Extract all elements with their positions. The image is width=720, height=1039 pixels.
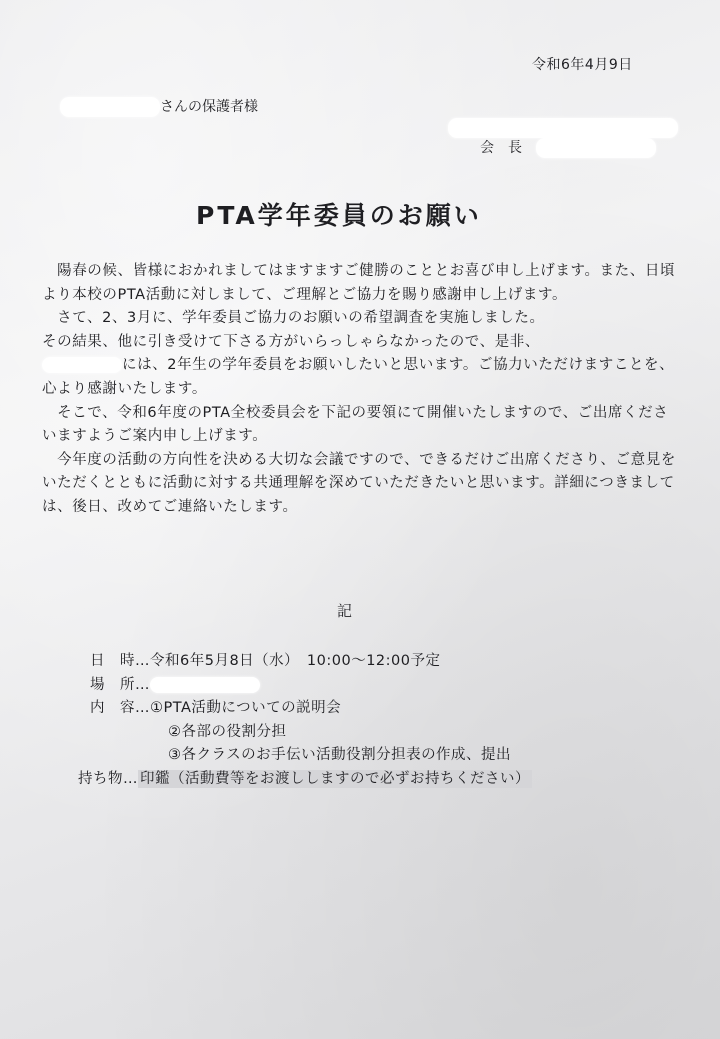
sender-president (480, 137, 656, 158)
detail-content-3 (90, 744, 532, 768)
detail-content (90, 697, 532, 721)
content-item-3: ③各クラスのお手伝い活動役割分担表の作成、提出 (168, 747, 512, 764)
detail-datetime (90, 650, 532, 674)
redacted-organization (448, 118, 678, 138)
document-body (42, 260, 682, 520)
body-paragraph-meeting: そこで、令和6年度のPTA全校委員会を下記の要領にて開催いたしますので、ご出席くださいますようご案内申し上げます。 (42, 404, 669, 445)
body-paragraph-greeting: 陽春の候、皆様におかれましてはますますご健勝のこととお喜び申し上げます。また、日頃より本校のPTA活動に対しまして、ご理解とご協力を賜り感謝申し上げます。 (42, 263, 676, 303)
redacted-president-name (536, 138, 656, 158)
sender-organization (448, 118, 678, 138)
ki-heading: 記 (337, 602, 353, 620)
detail-bring (78, 768, 532, 792)
datetime-label: 日 時… (90, 653, 150, 669)
body-paragraph-result: その結果、他に引き受けて下さる方がいらっしゃらなかったので、是非、 には、2年生の学年委員をお願いしたいと思います。ご協力いただけますことを、心より感謝いたします。 (42, 333, 675, 397)
content-label: 内 容… (90, 700, 150, 717)
president-role: 会長 (480, 140, 536, 156)
document-title: PTA学年委員のお願い (196, 201, 482, 230)
place-label: 場 所… (90, 676, 150, 693)
redacted-student-name (42, 357, 122, 373)
body-paragraph-request: 今年度の活動の方向性を決める大切な会議ですので、できるだけご出席くださり、ご意見をいただくとともに活動に対する共通理解を深めていただきたいと思います。詳細につきましては、後日、改めてご連絡いたします。 (42, 451, 676, 515)
redacted-place (150, 677, 260, 693)
recipient-line (60, 96, 258, 117)
content-item-1: ①PTA活動についての説明会 (150, 700, 342, 717)
redacted-recipient-name (60, 97, 160, 117)
datetime-value: 令和6年5月8日（水） 10:00～12:00予定 (150, 653, 441, 669)
content-item-2: ②各部の役割分担 (168, 723, 287, 740)
detail-content-2 (90, 721, 532, 745)
recipient-suffix: さんの保護者様 (160, 99, 258, 115)
issue-date: 令和6年4月9日 (532, 57, 633, 73)
body-paragraph-survey: さて、2、3月に、学年委員ご協力のお願いの希望調査を実施しました。 (57, 310, 545, 327)
meeting-details (78, 650, 532, 792)
bring-label: 持ち物… (78, 770, 138, 787)
detail-place (90, 674, 532, 698)
bring-value: 印鑑（活動費等をお渡ししますので必ずお持ちください） (140, 770, 530, 787)
